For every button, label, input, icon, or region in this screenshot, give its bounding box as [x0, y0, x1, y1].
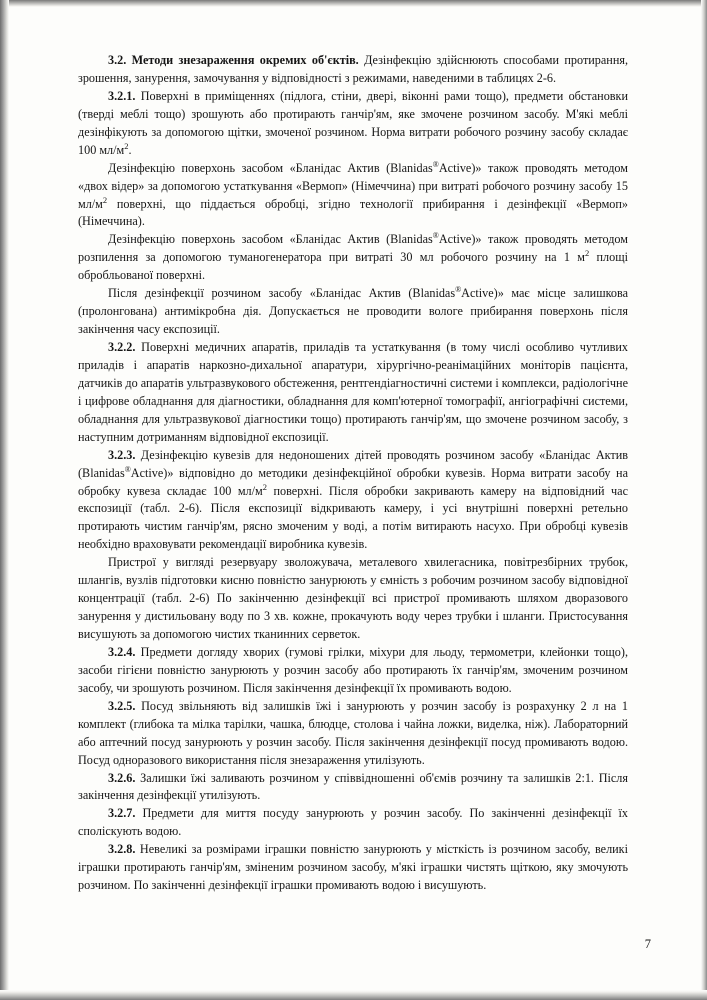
paragraph-number: 3.2.4.	[108, 644, 136, 659]
registered-mark: ®	[432, 159, 439, 169]
registered-mark: ®	[455, 285, 462, 295]
paragraph-text: Пристрої у вигляді резервуару зволожувача, металевого хвилегасника, повітрезбірних трубок, шлангів, вузлів підготовки кисню повністю занурюють у ємність з робочим розчином засобу відповідної концентрації (табл. 2-6) По закінченню дезінфекції всі пристрої промивають шляхом дворазового занурення у дистильовану воду по 3 хв. кожне, прокачують воду через трубки і шланги. Пристосування висушують за допомогою чистих тканинних серветок.	[78, 555, 628, 641]
paragraph	[78, 231, 628, 285]
paragraph-lead: Методи знезараження окремих об'єктів.	[131, 53, 359, 67]
paragraph	[78, 285, 628, 339]
paragraph-text: Невеликі за розмірами іграшки повністю занурюють у місткість із розчином засобу, великі іграшки протирають ганчір'ям, зміненим розчином засобу, м'які іграшки чистять щіткою, яку змочують розчином. По закінченні дезінфекції іграшки промивають водою і висушують.	[78, 842, 628, 893]
scan-edge-top	[0, 0, 707, 7]
paragraph	[78, 52, 628, 88]
paragraph-number: 3.2.8.	[108, 842, 136, 857]
paragraph-text: Поверхні медичних апаратів, приладів та устаткування (в тому числі особливо чутливих приладів і апаратів наркозно-дихальної апаратури, хірургічно-реанімаційних моніторів пацієнта, датчиків до апаратів ультразвукового обстеження, рентгендіагностичні системи і комплекси, радіологічне і цифрове обладнання для діагностики, обладнання для комп'ютерної томографії, ангіографічні системи, обладнання для ультразвукової діагностики тощо) протирають ганчір'ям, що змочене розчином засобу, з наступним дотриманням відповідної експозиції.	[78, 340, 628, 444]
superscript-two: 2	[124, 140, 129, 151]
paragraph-text: Дезінфекцію поверхонь засобом «Бланідас Актив (Blanidas®Active)» також проводять методом розпилення за допомогою туманогенератора при витраті 30 мл робочого розчину на 1 $м^2$ площі обробльованої поверхні.	[78, 231, 629, 283]
paragraph	[78, 805, 628, 841]
paragraph	[78, 554, 628, 644]
paragraph-text: Дезінфекцію кувезів для недоношених дітей проводять розчином засобу «Бланідас Актив (Blanidas®Active)» відповідно до методики дезінфекційної обробки кувезів. Норма витрати засобу на обробку кувеза складає 100 $мл/м^2$ поверхні. Після обробки закривають камеру на відповідний час експозиції (табл. 2-6). Після експозиції відкривають камеру, і усі внутрішні поверхні ретельно протирають чистим ганчір'ям, рясно змоченим у воді, а потім витирають насухо. При обробці кувезів необхідно враховувати рекомендації виробника кувезів.	[78, 447, 628, 552]
registered-mark: ®	[124, 464, 131, 474]
paragraph-text: Залишки їжі заливають розчином у співвідношенні об'ємів розчину та залишків 2:1. Після закінчення дезінфекції утилізують.	[78, 770, 628, 803]
paragraph	[78, 339, 628, 447]
paragraph-number: 3.2.6.	[108, 770, 136, 785]
superscript-two: 2	[102, 194, 108, 205]
superscript-two: 2	[584, 248, 590, 259]
paragraph-text: Після дезінфекції розчином засобу «Бланідас Актив (Blanidas®Active)» має місце залишкова (пролонгована) антимікробна дія. Допускається не проводити вологе прибирання поверхонь після закінчення часу експозиції.	[78, 285, 628, 337]
paragraph	[78, 88, 628, 160]
paragraph-text: Предмети для миття посуду занурюють у розчин засобу. По закінченні дезінфекції їх споліскують водою.	[78, 806, 628, 839]
paragraph-number: 3.2.	[108, 53, 127, 67]
paragraph	[78, 698, 628, 770]
registered-mark: ®	[432, 231, 439, 241]
paragraph	[78, 160, 628, 232]
paragraph-number: 3.2.7.	[108, 806, 136, 821]
page-number: 7	[644, 937, 651, 951]
paragraph-number: 3.2.3.	[108, 447, 136, 462]
document-body	[78, 52, 628, 895]
paragraph-text: Дезінфекцію здійснюють способами протирання, зрошення, занурення, замочування у відповідності з режимами, наведеними в таблицях 2-6.	[78, 53, 628, 85]
paragraph-text: Посуд звільняють від залишків їжі і занурюють у розчин засобу із розрахунку 2 л на 1 комплект (глибока та мілка тарілки, чашка, блюдце, столова і чайна ложки, виделка, ніж). Лабораторний або аптечний посуд занурюють у розчин засобу. Після закінчення дезінфекції посуд промивають водою. Посуд одноразового використання після знезараження утилізують.	[78, 698, 628, 767]
paragraph-text: Предмети догляду хворих (гумові грілки, міхури для льоду, термометри, клейонки тощо), засоби гігієни повністю занурюють у розчин засобу або протирають їх ганчір'ям, змоченим розчином засобу, чи зрошують розчином. Після закінчення дезінфекції їх промивають водою.	[78, 644, 628, 695]
paragraph	[78, 770, 628, 806]
paragraph-text: Дезінфекцію поверхонь засобом «Бланідас Актив (Blanidas®Active)» також проводять методом «двох відер» за допомогою устаткування «Вермоп» (Німеччина) при витраті робочого розчину засобу 15 $мл/м^2$ поверхні, що піддається обробці, згідно технології прибирання і дезінфекції «Вермоп» (Німеччина).	[78, 159, 628, 229]
paragraph-text: Поверхні в приміщеннях (підлога, стіни, двері, віконні рами тощо), предмети обстановки (тверді меблі тощо) зрошують або протирають ганчір'ям, яке змочене розчином засобу. М'які меблі дезінфікують за допомогою щітки, змоченої розчином. Норма витрати робочого розчину засобу складає 100 $мл/м^2$.	[78, 88, 628, 157]
scan-edge-bottom	[0, 990, 707, 1000]
paragraph	[78, 644, 628, 698]
scan-edge-left	[0, 0, 9, 1000]
paragraph-number: 3.2.1.	[108, 88, 136, 103]
paragraph-number: 3.2.2.	[108, 340, 136, 354]
paragraph-number: 3.2.5.	[108, 698, 136, 713]
paragraph	[78, 447, 628, 555]
paragraph	[78, 841, 628, 895]
superscript-two: 2	[262, 481, 267, 492]
scan-edge-right	[701, 0, 707, 1000]
